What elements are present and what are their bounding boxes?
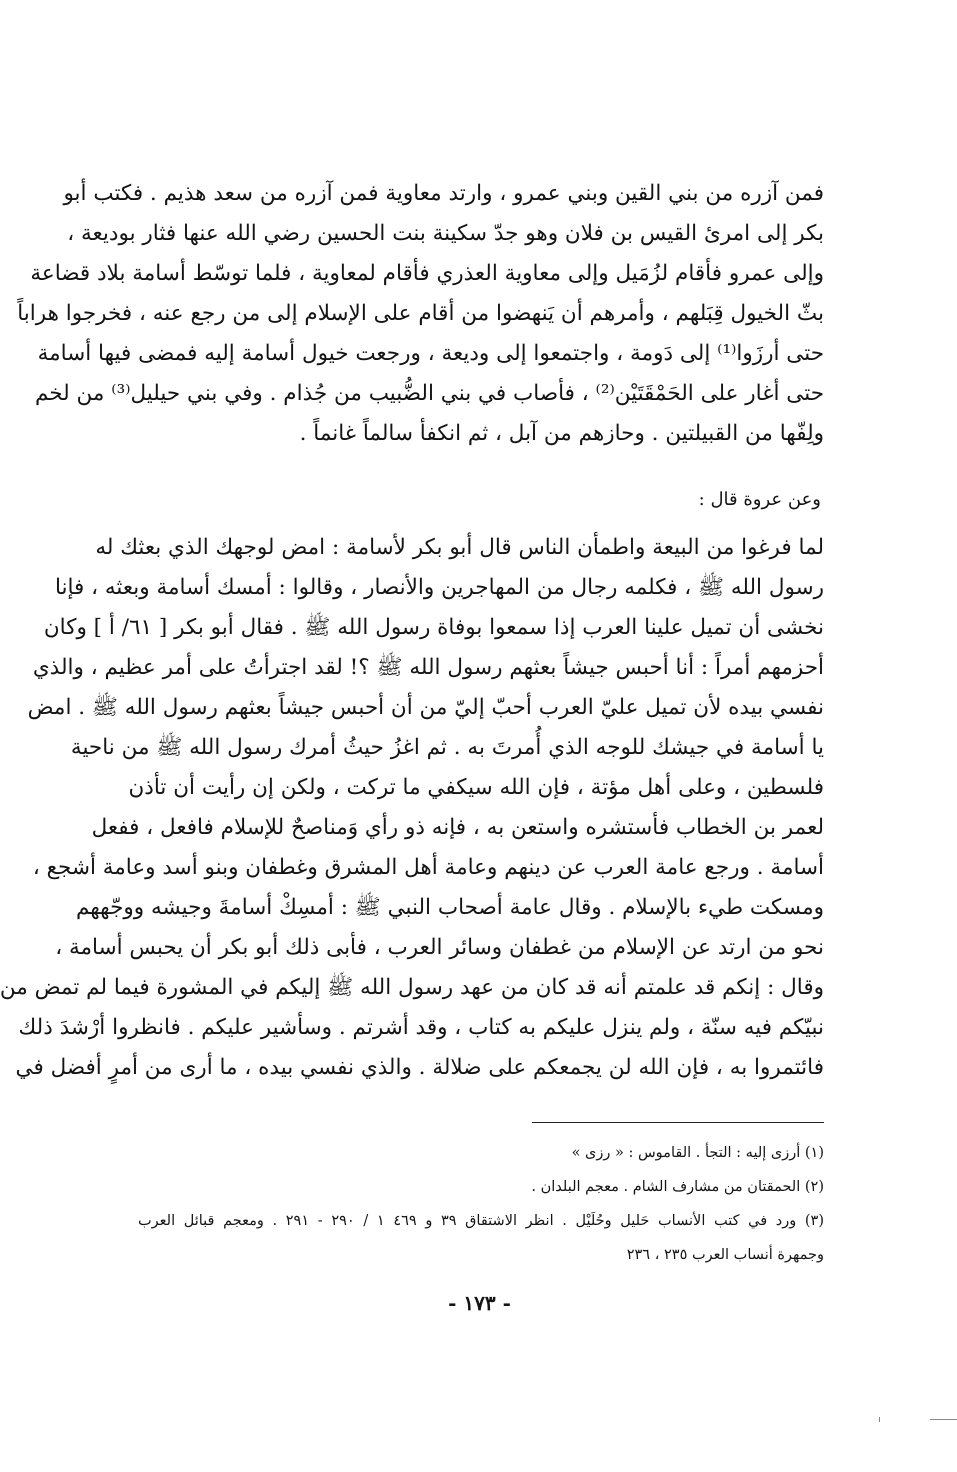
text-line: نحو من ارتد عن الإسلام من غطفان وسائر العرب ، فأبى ذلك أبو بكر أن يحبس أسامة ،	[55, 935, 824, 960]
scan-mark	[879, 1417, 880, 1422]
text-line: وقال : إنكم قد علمتم أنه قد كان من عهد رسول الله ﷺ إليكم في المشورة فيما لم تمض من	[0, 975, 824, 1000]
text-line: ولِفّها من القبيلتين . وحازهم من آبل ، ثم انكفأ سالماً غانماً .	[299, 421, 824, 446]
footnotes	[138, 1136, 824, 1272]
text-line: نفسي بيده لأن تميل عليّ العرب أحبّ إليّ من أن أحبس جيشاً بعثهم رسول الله ﷺ . امض	[27, 695, 824, 720]
footnote-separator	[532, 1122, 824, 1123]
text-line: فلسطين ، وعلى أهل مؤتة ، فإن الله سيكفي ما تركت ، ولكن إن رأيت أن تأذن	[128, 775, 824, 800]
footnote-1: (١) أرزى إليه : التجأ . القاموس : « رزى »	[571, 1145, 824, 1161]
book-page	[2, 0, 957, 1472]
scan-mark	[930, 1419, 957, 1420]
text-line: حتى أرزَوا⁽¹⁾ إلى دَومة ، واجتمعوا إلى وديعة ، ورجعت خيول أسامة إليه فمضى فيها أسامة	[37, 341, 824, 366]
text-line: أسامة . ورجع عامة العرب عن دينهم وعامة أهل المشرق وغطفان وبنو أسد وعامة أشجع ،	[32, 855, 824, 880]
text-line: لعمر بن الخطاب فأستشره واستعن به ، فإنه ذو رأي وَمناصحٌ للإسلام فافعل ، ففعل	[91, 815, 824, 840]
text-line: فائتمروا به ، فإن الله لن يجمعكم على ضلالة . والذي نفسي بيده ، ما أرى من أمرٍ أفضل في	[15, 1055, 824, 1080]
footnote-3: (٣) ورد في كتب الأنساب حَليل وحُلَيْل . انظر الاشتقاق ٣٩ و ٤٦٩ ١ / ٢٩٠ - ٢٩١ . ومعجم قبائل العرب	[138, 1213, 825, 1229]
paragraph-two	[0, 528, 824, 1088]
text-line: فمن آزره من بني القين وبني عمرو ، وارتد معاوية فمن آزره من سعد هذيم . فكتب أبو	[63, 181, 824, 206]
text-line: وإلى عمرو فأقام لزُمَيل وإلى معاوية العذري فأقام لمعاوية ، فلما توسّط أسامة بلاد قضاعة	[30, 261, 824, 286]
text-line: لما فرغوا من البيعة واطمأن الناس قال أبو بكر لأسامة : امض لوجهك الذي بعثك له	[95, 535, 824, 560]
page-number: - ١٧٣ -	[448, 1291, 511, 1315]
text-line: رسول الله ﷺ ، فكلمه رجال من المهاجرين والأنصار ، وقالوا : أمسك أسامة وبعثه ، فإنا	[54, 575, 824, 600]
text-line: يا أسامة في جيشك للوجه الذي أُمرتَ به . ثم اغزُ حيثُ أمرك رسول الله ﷺ من ناحية	[70, 735, 824, 760]
footnote-2: (٢) الحمقتان من مشارف الشام . معجم البلدان .	[531, 1179, 824, 1195]
text-line: أحزمهم أمراً : أنا أحبس جيشاً بعثهم رسول الله ﷺ ؟! لقد اجترأتُ على أمر عظيم ، والذي	[32, 655, 824, 680]
text-line: حتى أغار على الحَمْقَتَيْن⁽²⁾ ، فأصاب في بني الضُّبيب من جُذام . وفي بني حيليل⁽³⁾ من لخم	[34, 381, 824, 406]
text-line: نبيّكم فيه سنّة ، ولم ينزل عليكم به كتاب ، وقد أشرتم . وسأشير عليكم . فانظروا أرْشدَ ذلك	[18, 1015, 824, 1040]
text-line: بثّ الخيول قِبَلهم ، وأمرهم أن يَنهضوا من أقام على الإسلام إلى من رجع عنه ، فخرجوا هراباً	[17, 301, 824, 326]
paragraph-one	[17, 174, 824, 454]
footnote-3-continued: وجمهرة أنساب العرب ٢٣٥ ، ٢٣٦	[626, 1247, 824, 1263]
text-line: نخشى أن تميل علينا العرب إذا سمعوا بوفاة رسول الله ﷺ . فقال أبو بكر [ ٦١/ أ ] وكان	[43, 615, 824, 640]
text-line: بكر إلى امرئ القيس بن فلان وهو جدّ سكينة بنت الحسين رضي الله عنها فثار بوديعة ،	[67, 221, 824, 246]
text-line: ومسكت طيء بالإسلام . وقال عامة أصحاب النبي ﷺ : أمسِكْ أسامةَ وجيشه ووجّههم	[75, 895, 824, 920]
section-heading: وعن عروة قال :	[698, 489, 821, 510]
